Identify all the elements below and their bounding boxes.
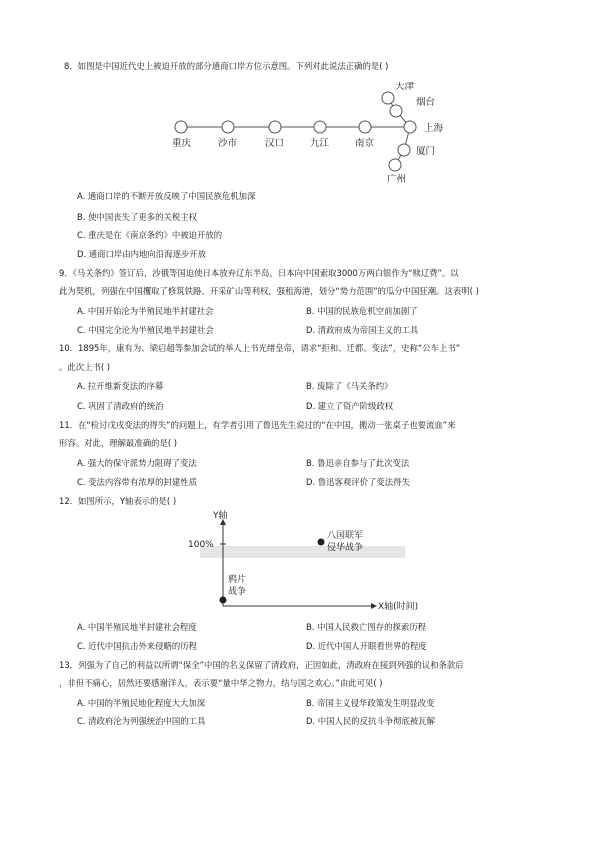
q12-option-a[interactable]: A. 中国半殖民地半封建社会程度 bbox=[77, 622, 197, 632]
label-shanghai: 上海 bbox=[424, 123, 444, 134]
port-node-shanghai bbox=[404, 121, 416, 133]
q10-stem-line2: 。此次上书( ) bbox=[59, 362, 111, 372]
label-shashi: 沙市 bbox=[218, 138, 238, 149]
q10-option-a[interactable]: A. 拉开维新变法的序幕 bbox=[77, 381, 164, 391]
q13-option-b[interactable]: B. 帝国主义侵华政策发生明显改变 bbox=[306, 698, 435, 708]
q8-stem: 8．如图是中国近代史上被迫开放的部分通商口岸方位示意图。下列对此说法正确的是( ) bbox=[64, 61, 389, 71]
port-node-chongqing bbox=[175, 121, 187, 133]
q13-option-d[interactable]: D. 中国人民的反抗斗争彻底被瓦解 bbox=[306, 716, 436, 726]
q12-graph bbox=[180, 510, 420, 620]
q9-option-a[interactable]: A. 中国开始沦为半殖民地半封建社会 bbox=[77, 306, 214, 316]
q10-option-b[interactable]: B. 废除了《马关条约》 bbox=[306, 381, 393, 391]
q8-option-c[interactable]: C. 重庆是在《南京条约》中被迫开放的 bbox=[77, 230, 223, 240]
point-opium-war bbox=[220, 597, 227, 604]
label-opium-2: 战争 bbox=[228, 587, 247, 597]
q12-stem: 12．如图所示，Y轴表示的是( ) bbox=[59, 496, 177, 506]
label-eight-nation-1: 八国联军 bbox=[327, 531, 364, 541]
q8-port-map bbox=[160, 82, 460, 192]
y-tick-100: 100% bbox=[188, 540, 214, 550]
q11-option-a[interactable]: A. 强大的保守派势力阻碍了变法 bbox=[77, 458, 197, 468]
label-opium-1: 鸦片 bbox=[228, 575, 247, 585]
q10-option-d[interactable]: D. 建立了资产阶级政权 bbox=[306, 401, 394, 411]
q10-stem-line1: 10．1895年，康有为、梁启超等参加会试的举人上书光绪皇帝，请求“拒和、迁都、变法”，史称“公车上书” bbox=[59, 343, 461, 353]
q11-stem-line2: 形容。对此，理解最准确的是( ) bbox=[59, 438, 178, 448]
label-tianjin: 天津 bbox=[395, 82, 415, 92]
label-xiamen: 厦门 bbox=[416, 146, 436, 157]
y-axis-label: Y轴 bbox=[213, 511, 228, 521]
port-node-tianjin bbox=[382, 92, 394, 104]
label-chongqing: 重庆 bbox=[172, 138, 192, 149]
q11-option-b[interactable]: B. 鲁迅亲自参与了此次变法 bbox=[306, 458, 410, 468]
q9-option-c[interactable]: C. 中国完全沦为半殖民地半封建社会 bbox=[77, 325, 214, 335]
q12-option-d[interactable]: D. 近代中国人开眼看世界的程度 bbox=[306, 641, 427, 651]
port-node-xiamen bbox=[398, 144, 410, 156]
label-hankou: 汉口 bbox=[265, 138, 285, 149]
q8-option-d[interactable]: D. 通商口岸由内地向沿海逐步开放 bbox=[77, 249, 207, 259]
q11-option-d[interactable]: D. 鲁迅客观评价了变法得失 bbox=[306, 477, 410, 487]
port-node-yantai bbox=[390, 105, 402, 117]
point-eight-nation bbox=[318, 539, 325, 546]
port-node-nanjing bbox=[359, 121, 371, 133]
port-node-shashi bbox=[222, 121, 234, 133]
q9-stem-line2: 此为契机，列强在中国攫取了修筑铁路、开采矿山等利权，强租海港，划分“势力范围”的瓜分中国狂潮。这表明( ) bbox=[59, 286, 479, 296]
q12-option-c[interactable]: C. 近代中国抗击外来侵略的历程 bbox=[77, 641, 198, 651]
label-nanjing: 南京 bbox=[355, 138, 375, 149]
label-jiujiang: 九江 bbox=[310, 138, 330, 149]
label-guangzhou: 广州 bbox=[387, 174, 407, 185]
q9-stem-line1: 9．《马关条约》签订后，沙俄等国迫使日本放弃辽东半岛，日本向中国索取3000万两白银作为“赎辽费”。以 bbox=[59, 268, 459, 278]
q9-option-d[interactable]: D. 清政府成为帝国主义的工具 bbox=[306, 325, 419, 335]
q12-option-b[interactable]: B. 中国人民救亡图存的探索历程 bbox=[306, 622, 426, 632]
port-node-hankou bbox=[269, 121, 281, 133]
q13-stem-line2: ，非但不痛心，居然还要感谢洋人，表示要“量中华之物力，结与国之欢心。”由此可见( ) bbox=[59, 678, 383, 688]
q9-option-b[interactable]: B. 中国的民族危机空前加剧了 bbox=[306, 306, 418, 316]
q10-option-c[interactable]: C. 巩固了清政府的统治 bbox=[77, 401, 164, 411]
port-node-jiujiang bbox=[314, 121, 326, 133]
q8-option-a[interactable]: A. 通商口岸的不断开放反映了中国民族危机加深 bbox=[77, 191, 256, 201]
x-axis-label: X轴(时间) bbox=[378, 602, 419, 612]
port-node-guangzhou bbox=[389, 159, 401, 171]
q8-option-b[interactable]: B. 使中国丧失了更多的关税主权 bbox=[77, 212, 197, 222]
label-yantai: 烟台 bbox=[416, 97, 436, 108]
q13-option-c[interactable]: C. 清政府沦为列强统治中国的工具 bbox=[77, 716, 206, 726]
label-eight-nation-2: 侵华战争 bbox=[327, 543, 364, 553]
q11-option-c[interactable]: C. 变法内容带有浓厚的封建性质 bbox=[77, 477, 198, 487]
q13-stem-line1: 13．列强为了自己的利益以所谓“保全”中国的名义保留了清政府，正因如此，清政府在接到列强的议和条款后 bbox=[59, 660, 464, 670]
q13-option-a[interactable]: A. 中国的半殖民地化程度大大加深 bbox=[77, 698, 206, 708]
q11-stem-line1: 11．在“检讨戊戌变法的得失”的问题上，有学者引用了鲁迅先生说过的“在中国，搬动一张桌子也要流血”来 bbox=[59, 420, 456, 430]
